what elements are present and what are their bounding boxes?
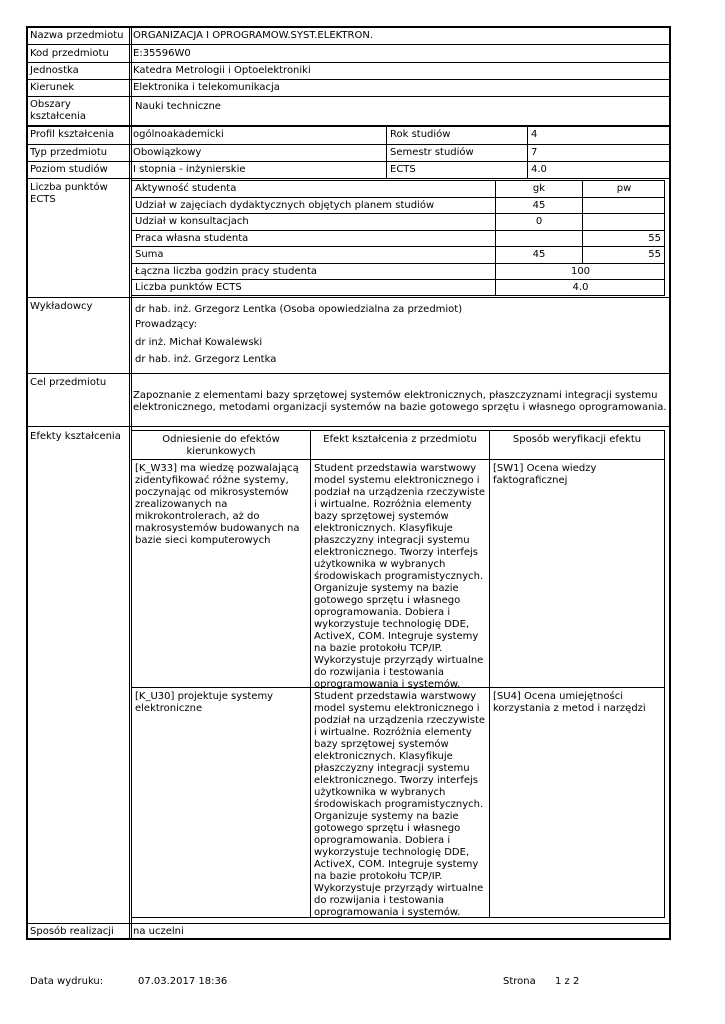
- row-divider: [27, 125, 670, 127]
- kod-label: Kod przedmiotu: [30, 48, 109, 59]
- efekty-col-divider: [310, 430, 311, 918]
- realizacja-label: Sposób realizacji: [30, 926, 114, 937]
- kod-value: E:35596W0: [133, 48, 191, 59]
- column-divider: [386, 126, 387, 178]
- ects-row-activity: Praca własna studenta: [135, 233, 249, 244]
- efekty-row-ref: [K_W33] ma wiedzę pozwalającą zidentyfikować różne systemy, poczynając od mikrosystemów zrealizowanych na mikrokontrolerach, aż do makrosystemów budowanych na bazie sieci komputerowych: [135, 463, 300, 546]
- ects-header-gk: gk: [532, 183, 546, 194]
- efekty-header-verify: Sposób weryfikacji efektu: [512, 434, 642, 445]
- typ-value: Obowiązkowy: [133, 147, 202, 158]
- obszary-label-1: Obszary: [30, 99, 71, 110]
- ects-row-divider: [131, 230, 665, 231]
- page-label: Strona: [503, 976, 536, 987]
- ects-row-activity: Suma: [135, 249, 164, 260]
- print-date-value: 07.03.2017 18:36: [138, 976, 228, 987]
- ects-row-divider: [131, 213, 665, 214]
- efekty-label: Efekty kształcenia: [30, 431, 121, 442]
- rok-value: 4: [531, 129, 538, 140]
- poziom-value: I stopnia - inżynierskie: [133, 164, 246, 175]
- ects-total-hours-label: Łączna liczba godzin pracy studenta: [135, 266, 317, 277]
- label-column-divider: [129, 27, 130, 939]
- ects-section-label-2: ECTS: [30, 194, 56, 205]
- ects-row-activity: Udział w zajęciach dydaktycznych objętych planem studiów: [135, 200, 435, 211]
- wykladowcy-teacher: dr hab. inż. Grzegorz Lentka: [135, 354, 277, 365]
- rok-label: Rok studiów: [390, 129, 451, 140]
- ects-row-gk: 0: [535, 216, 543, 227]
- efekty-row-verify: [SW1] Ocena wiedzy faktograficznej: [493, 463, 597, 486]
- efekty-row-verify: [SU4] Ocena umiejętności korzystania z metod i narzędzi: [493, 691, 646, 714]
- wykladowcy-prowadzacy-label: Prowadzący:: [135, 319, 197, 330]
- efekty-row-divider: [131, 459, 665, 460]
- efekty-header-ref: Odniesienie do efektów kierunkowych: [162, 434, 280, 457]
- kierunek-label: Kierunek: [30, 82, 75, 93]
- row-divider: [27, 144, 670, 145]
- obszary-label-2: kształcenia: [30, 111, 87, 122]
- row-divider: [27, 161, 670, 162]
- typ-label: Typ przedmiotu: [30, 147, 108, 158]
- ects-header-activity: Aktywność studenta: [135, 183, 237, 194]
- cel-text-line: elektronicznego, metodami organizacji systemów na bazie gotowego sprzętu i własnego oprogramowania.: [133, 402, 667, 413]
- jednostka-value: Katedra Metrologii i Optoelektroniki: [133, 65, 311, 76]
- ects-row-activity: Udział w konsultacjach: [135, 216, 249, 227]
- semestr-value: 7: [531, 147, 538, 158]
- profil-label: Profil kształcenia: [30, 129, 115, 140]
- ects-short-label: ECTS: [390, 164, 416, 175]
- row-divider: [27, 373, 670, 374]
- row-divider: [27, 923, 670, 924]
- ects-row-gk: 45: [532, 200, 546, 211]
- ects-col-divider: [495, 180, 496, 296]
- ects-row-pw: 55: [648, 249, 661, 260]
- ects-short-value: 4.0: [531, 164, 547, 175]
- ects-total-hours-value: 100: [570, 266, 591, 277]
- nazwa-label: Nazwa przedmiotu: [30, 30, 124, 41]
- ects-total-points-label: Liczba punktów ECTS: [135, 282, 242, 293]
- column-divider: [527, 126, 528, 178]
- wykladowcy-teacher: dr inż. Michał Kowalewski: [135, 337, 263, 348]
- profil-value: ogólnoakademicki: [133, 129, 224, 140]
- row-divider: [27, 297, 670, 298]
- efekty-header-effect: Efekt kształcenia z przedmiotu: [323, 434, 477, 445]
- row-divider: [27, 62, 670, 63]
- efekty-row-effect: Student przedstawia warstwowy model systemu elektronicznego i podział na urządzenia rzeczywiste i wirtualne. Rozróżnia elementy bazy sprzętowej systemów elektronicznych. Klasyfikuje płaszczyzny integracji systemu elektronicznego. Tworzy interfejs użytkownika w wybranych środowiskach programistycznych. Organizuje systemy na bazie gotowego sprzętu i własnego oprogramowania. Dobiera i wykorzystuje technologię DDE, ActiveX, COM. Integruje systemy na bazie protokołu TCP/IP. Wykorzystuje przyrządy wirtualne do rozwijania i testowania oprogramowania i systemów.: [314, 463, 486, 690]
- row-divider: [27, 96, 670, 97]
- row-divider: [27, 178, 670, 179]
- jednostka-label: Jednostka: [30, 65, 79, 76]
- poziom-label: Poziom studiów: [30, 164, 108, 175]
- ects-total-points-value: 4.0: [572, 282, 589, 293]
- ects-row-pw: 55: [648, 233, 661, 244]
- ects-row-divider: [131, 279, 665, 280]
- ects-header-pw: pw: [616, 183, 632, 194]
- semestr-label: Semestr studiów: [390, 147, 474, 158]
- ects-row-gk: 45: [532, 249, 546, 260]
- efekty-col-divider: [489, 430, 490, 918]
- cel-text-line: Zapoznanie z elementami bazy sprzętowej systemów elektronicznych, płaszczyznami integracji systemu: [133, 390, 658, 401]
- cel-label: Cel przedmiotu: [30, 377, 107, 388]
- wykladowcy-label: Wykładowcy: [30, 301, 93, 312]
- ects-row-divider: [131, 246, 665, 247]
- ects-row-divider: [131, 263, 665, 264]
- efekty-row-ref: [K_U30] projektuje systemy elektroniczne: [135, 691, 274, 714]
- efekty-row-effect: Student przedstawia warstwowy model systemu elektronicznego i podział na urządzenia rzeczywiste i wirtualne. Rozróżnia elementy bazy sprzętowej systemów elektronicznych. Klasyfikuje płaszczyzny integracji systemu elektronicznego. Tworzy interfejs użytkownika w wybranych środowiskach programistycznych. Organizuje systemy na bazie gotowego sprzętu i własnego oprogramowania. Dobiera i wykorzystuje technologię DDE, ActiveX, COM. Integruje systemy na bazie protokołu TCP/IP. Wykorzystuje przyrządy wirtualne do rozwijania i testowania oprogramowania i systemów.: [314, 691, 486, 918]
- kierunek-value: Elektronika i telekomunikacja: [133, 82, 280, 93]
- obszary-value: Nauki techniczne: [135, 101, 221, 112]
- row-divider: [27, 79, 670, 80]
- nazwa-value: ORGANIZACJA I OPROGRAMOW.SYST.ELEKTRON.: [133, 30, 374, 41]
- row-divider: [27, 44, 670, 45]
- print-date-label: Data wydruku:: [30, 976, 104, 987]
- page-number: 1 z 2: [555, 976, 580, 987]
- row-divider: [27, 426, 670, 427]
- realizacja-value: na uczelni: [133, 926, 184, 937]
- wykladowcy-responsible: dr hab. inż. Grzegorz Lentka (Osoba opowiedzialna za przedmiot): [135, 304, 463, 315]
- ects-row-divider: [131, 197, 665, 198]
- ects-section-label-1: Liczba punktów: [30, 182, 108, 193]
